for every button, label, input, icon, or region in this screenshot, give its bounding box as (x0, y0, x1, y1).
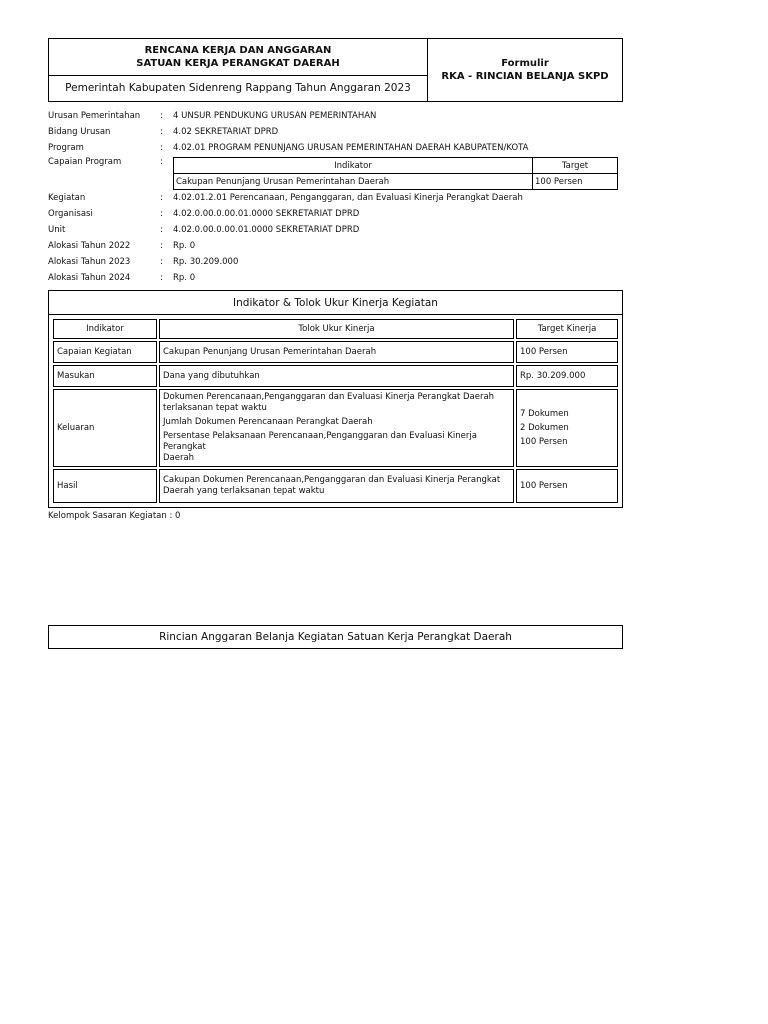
target-line: 2 Dokumen (520, 422, 569, 433)
row-name-masukan: Masukan (53, 365, 157, 387)
table-row (53, 341, 618, 363)
info-value: Rp. 30.209.000 (173, 257, 239, 267)
info-colon: : (160, 225, 163, 235)
tolok-line: terlaksanan tepat waktu (163, 403, 267, 413)
info-row-unit (48, 222, 623, 238)
tolok-line: Cakupan Dokumen Perencanaan,Penganggaran dan Evaluasi Kinerja Perangkat (163, 475, 501, 485)
row-target-hasil: 100 Persen (516, 469, 618, 503)
info-row-kegiatan (48, 190, 623, 206)
info-label: Kegiatan (48, 193, 86, 203)
indicator-table (51, 317, 620, 505)
info-label: Urusan Pemerintahan (48, 111, 141, 121)
row-name-capaian: Capaian Kegiatan (53, 341, 157, 363)
info-row-urusan (48, 108, 623, 124)
target-line: 7 Dokumen (520, 408, 569, 419)
row-tolok-keluaran (159, 389, 514, 467)
row-target-capaian: 100 Persen (516, 341, 618, 363)
table-row (53, 469, 618, 503)
info-colon: : (160, 127, 163, 137)
tolok-line: Persentase Pelaksanaan Perencanaan,Penganggaran dan Evaluasi Kinerja Perangkat (163, 431, 477, 452)
info-label: Program (48, 143, 84, 153)
header-left (49, 39, 428, 101)
title-line-1: RENCANA KERJA DAN ANGGARAN (144, 45, 332, 56)
document-header (48, 38, 623, 102)
info-label: Alokasi Tahun 2024 (48, 273, 131, 283)
tolok-line: Jumlah Dokumen Perencanaan Perangkat Daerah (163, 417, 373, 427)
info-value: Rp. 0 (173, 241, 196, 251)
info-colon: : (160, 111, 163, 121)
info-label: Unit (48, 225, 66, 235)
info-colon: : (160, 193, 163, 203)
col-header-target: Target (533, 158, 618, 174)
header-subtitle: Pemerintah Kabupaten Sidenreng Rappang Tahun Anggaran 2023 (65, 82, 411, 94)
row-name-keluaran: Keluaran (53, 389, 157, 467)
row-target-masukan: Rp. 30.209.000 (516, 365, 618, 387)
col-header-indikator: Indikator (53, 319, 157, 339)
col-header-target-kinerja: Target Kinerja (516, 319, 618, 339)
info-colon: : (160, 143, 163, 153)
info-value: 4.02.0.00.0.00.01.0000 SEKRETARIAT DPRD (173, 225, 360, 235)
info-value: 4 UNSUR PENDUKUNG URUSAN PEMERINTAHAN (173, 111, 377, 121)
indicator-section-title: Indikator & Tolok Ukur Kinerja Kegiatan (48, 290, 623, 315)
info-colon: : (160, 257, 163, 267)
info-label: Alokasi Tahun 2022 (48, 241, 131, 251)
info-value: 4.02.01 PROGRAM PENUNJANG URUSAN PEMERINTAHAN DAERAH KABUPATEN/KOTA (173, 143, 529, 153)
table-row (174, 174, 618, 190)
capaian-indikator: Cakupan Penunjang Urusan Pemerintahan Daerah (174, 174, 533, 190)
target-line: 100 Persen (520, 436, 568, 447)
row-tolok-hasil (159, 469, 514, 503)
kelompok-sasaran: Kelompok Sasaran Kegiatan : 0 (48, 511, 181, 521)
rincian-section-title: Rincian Anggaran Belanja Kegiatan Satuan Kerja Perangkat Daerah (48, 625, 623, 649)
col-header-tolok-ukur: Tolok Ukur Kinerja (159, 319, 514, 339)
info-label: Bidang Urusan (48, 127, 111, 137)
info-row-bidang (48, 124, 623, 140)
form-label: Formulir (501, 58, 549, 69)
table-row (53, 319, 618, 339)
info-row-capaian (48, 156, 623, 190)
info-row-organisasi (48, 206, 623, 222)
capaian-target: 100 Persen (533, 174, 618, 190)
info-colon: : (160, 157, 163, 167)
row-tolok-masukan: Dana yang dibutuhkan (159, 365, 514, 387)
info-value: 4.02 SEKRETARIAT DPRD (173, 127, 279, 137)
col-header-indikator: Indikator (174, 158, 533, 174)
info-value: Rp. 0 (173, 273, 196, 283)
capaian-table (173, 157, 618, 190)
info-row-alokasi-2023 (48, 254, 623, 270)
info-row-alokasi-2024 (48, 270, 623, 286)
rka-document (48, 38, 623, 521)
info-row-program (48, 140, 623, 156)
row-target-keluaran (516, 389, 618, 467)
title-line-2: SATUAN KERJA PERANGKAT DAERAH (136, 58, 340, 69)
tolok-line: Daerah yang terlaksanan tepat waktu (163, 486, 325, 496)
indicator-table-wrap (48, 315, 623, 508)
table-row (53, 389, 618, 467)
header-title (49, 39, 427, 76)
header-form (428, 39, 622, 101)
row-tolok-capaian: Cakupan Penunjang Urusan Pemerintahan Daerah (159, 341, 514, 363)
info-value: 4.02.01.2.01 Perencanaan, Penganggaran, dan Evaluasi Kinerja Perangkat Daerah (173, 193, 523, 203)
form-name: RKA - RINCIAN BELANJA SKPD (441, 71, 609, 82)
info-colon: : (160, 209, 163, 219)
row-name-hasil: Hasil (53, 469, 157, 503)
info-colon: : (160, 241, 163, 251)
info-value: 4.02.0.00.0.00.01.0000 SEKRETARIAT DPRD (173, 209, 360, 219)
info-label: Organisasi (48, 209, 93, 219)
info-label: Alokasi Tahun 2023 (48, 257, 131, 267)
tolok-line: Daerah (163, 453, 195, 463)
info-label: Capaian Program (48, 157, 122, 167)
table-row (174, 158, 618, 174)
tolok-line: Dokumen Perencanaan,Penganggaran dan Evaluasi Kinerja Perangkat Daerah (163, 392, 495, 402)
table-row (53, 365, 618, 387)
info-section (48, 108, 623, 286)
info-row-alokasi-2022 (48, 238, 623, 254)
info-colon: : (160, 273, 163, 283)
